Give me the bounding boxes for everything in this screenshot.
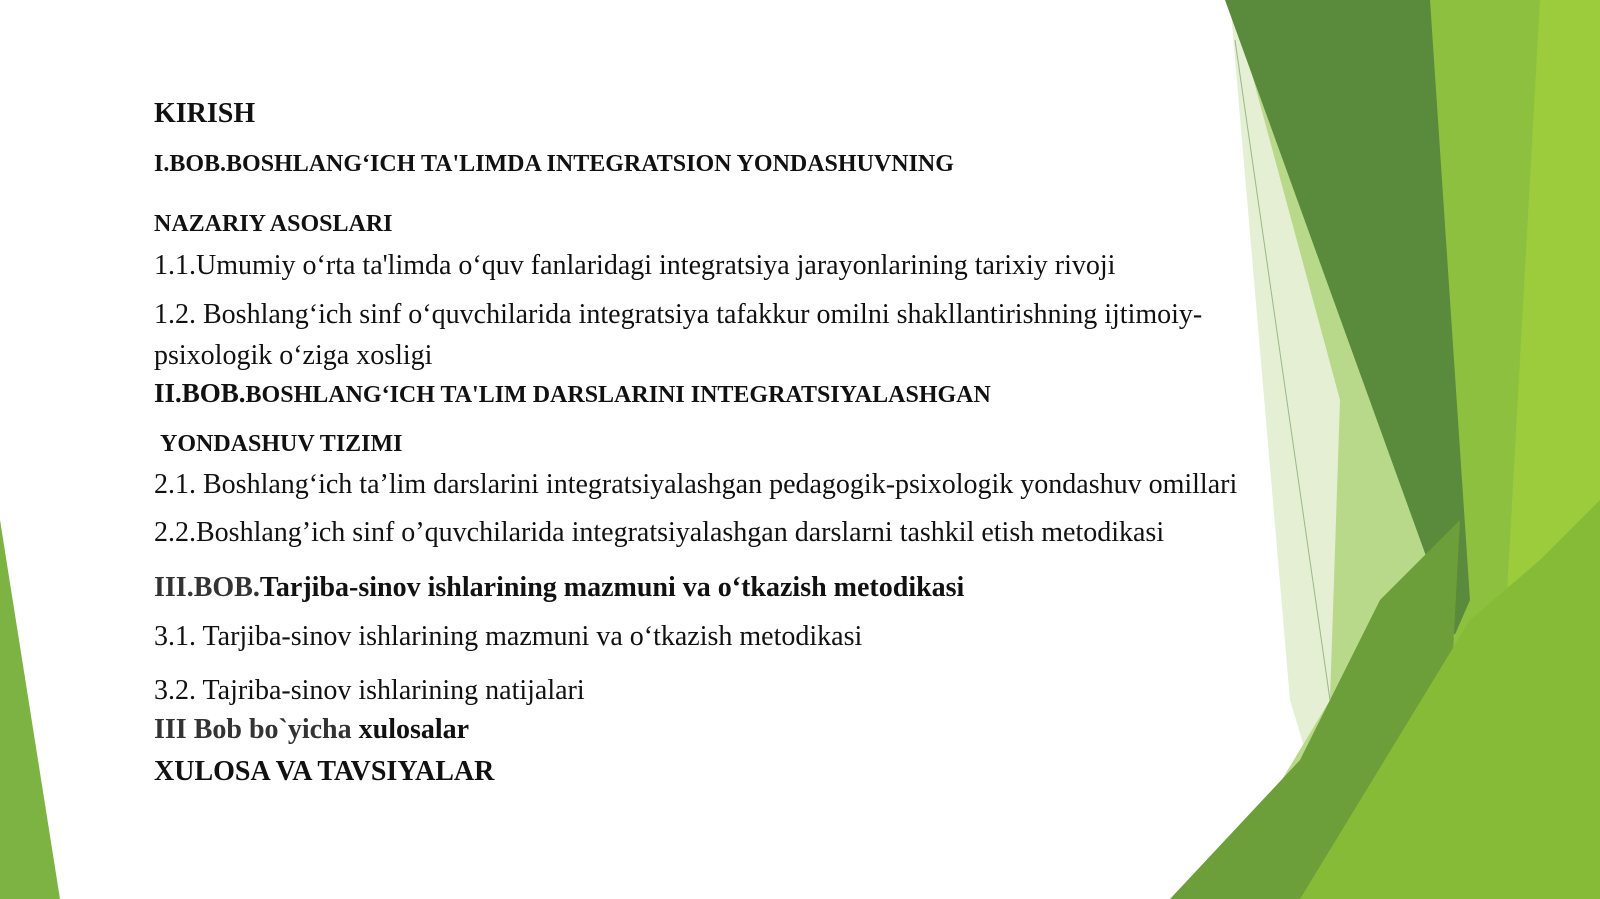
- bob3-conclusion-prefix: III Bob bo`yicha: [154, 714, 352, 745]
- bob3-prefix: III.BOB.: [154, 572, 260, 603]
- item-3-1: 3.1. Tarjiba-sinov ishlarining mazmuni va o‘tkazish metodikasi: [154, 621, 863, 652]
- bob3-title-text: Tarjiba-sinov ishlarining mazmuni va o‘tkazish metodikasi: [259, 572, 965, 603]
- bob1-title-line1: I.BOB.BOSHLANG‘ICH TA'LIMDA INTEGRATSION YONDASHUVNING: [154, 151, 954, 177]
- item-1-2-line1: 1.2. Boshlang‘ich sinf o‘quvchilarida integratsiya tafakkur omilni shakllantirishning ijtimoiy-: [154, 299, 1203, 330]
- bob2-prefix: II.BOB.: [154, 378, 246, 408]
- bob2-title-line2: YONDASHUV TIZIMI: [160, 431, 403, 457]
- item-1-1: 1.1.Umumiy o‘rta ta'limda o‘quv fanlaridagi integratsiya jarayonlarining tarixiy rivoji: [154, 250, 1116, 281]
- kirish-heading: KIRISH: [154, 98, 256, 129]
- bob2-title-line1: [154, 378, 991, 409]
- left-green-shape: [0, 520, 60, 899]
- item-3-2: 3.2. Tajriba-sinov ishlarining natijalari: [154, 675, 585, 706]
- item-2-1: 2.1. Boshlang‘ich ta’lim darslarini integratsiyalashgan pedagogik-psixologik yondashuv omillari: [154, 469, 1238, 500]
- final-heading: XULOSA VA TAVSIYALAR: [154, 756, 495, 787]
- bob2-title: BOSHLANG‘ICH TA'LIM DARSLARINI INTEGRATSIYALASHGAN: [245, 382, 991, 408]
- bob1-title-line2: NAZARIY ASOSLARI: [154, 211, 393, 237]
- bob3-title: [154, 572, 964, 604]
- bob3-conclusion-suffix: xulosalar: [351, 714, 470, 745]
- bob3-conclusion: [154, 714, 469, 746]
- item-1-2-line2: psixologik o‘ziga xosligi: [154, 340, 433, 371]
- item-2-2: 2.2.Boshlang’ich sinf o’quvchilarida integratsiyalashgan darslarni tashkil etish metodikasi: [154, 517, 1165, 548]
